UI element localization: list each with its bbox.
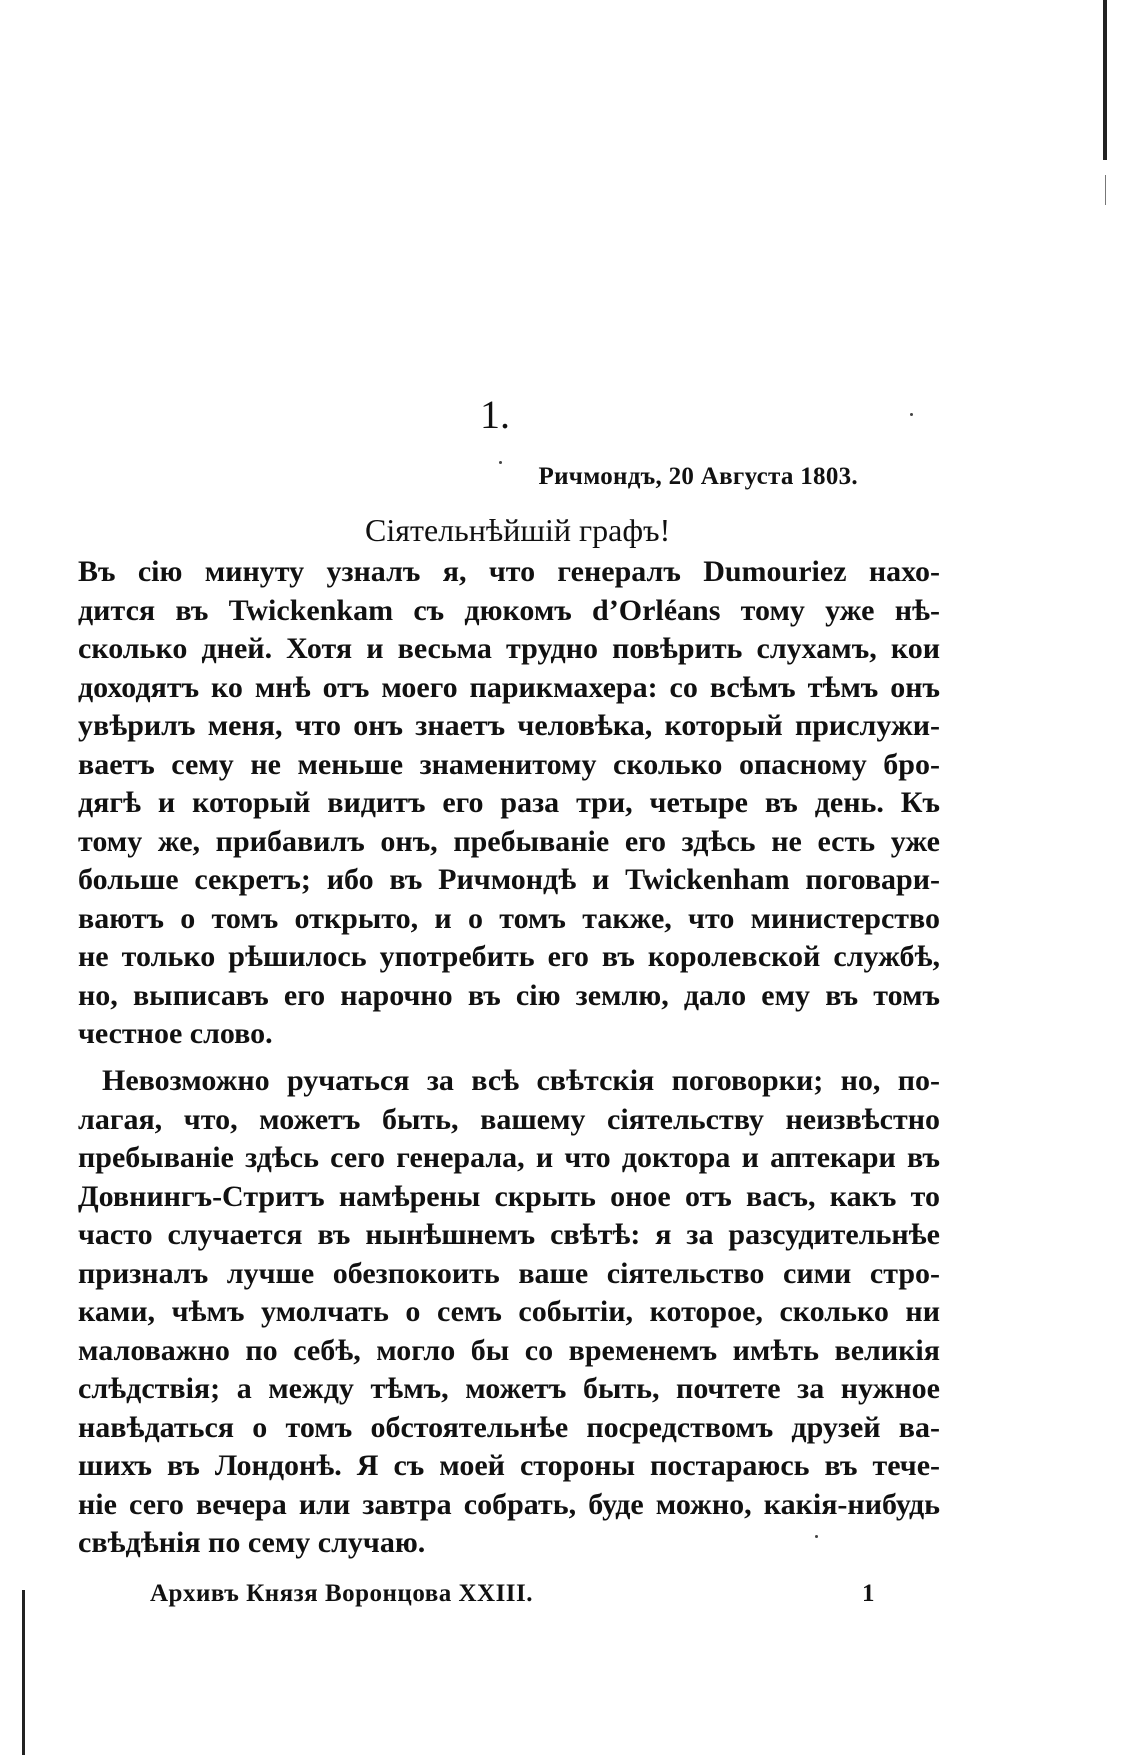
text-line: ваютъ о томъ открыто, и о томъ также, что министерство [78,901,940,935]
text-line: маловажно по себѣ, могло бы со временемъ имѣть великія [78,1333,940,1367]
text-line: ніе сего вечера или завтра собрать, буде можно, какія-нибудь [78,1487,940,1521]
text-line: доходятъ ко мнѣ отъ моего парикмахера: со всѣмъ тѣмъ онъ [78,670,940,704]
text-line: шихъ въ Лондонѣ. Я съ моей стороны постараюсь въ тече- [78,1449,940,1482]
text-line: не только рѣшилось употребить его въ королевской службѣ, [78,940,940,973]
text-line: слѣдствія; а между тѣмъ, можетъ быть, почтете за нужное [78,1372,940,1405]
paragraph-2 [78,1062,940,1563]
scan-speck [499,461,502,464]
text-line: часто случается въ нынѣшнемъ свѣтѣ: я за разсудительнѣе [78,1218,940,1251]
text-line: навѣдаться о томъ обстоятельнѣе посредствомъ друзей ва- [78,1410,940,1444]
text-line: ваетъ сему не меньше знаменитому сколько опасному бро- [78,747,940,781]
salutation: Сіятельнѣйшій графъ! [365,512,671,548]
text-line: Довнингъ-Стритъ намѣрены скрыть оное отъ васъ, какъ то [78,1179,940,1213]
document-number: 1. [480,392,510,437]
text-line: дягѣ и который видитъ его раза три, четыре въ день. Къ [78,786,940,819]
text-line: Невозможно ручаться за всѣ свѣтскія поговорки; но, по- [102,1064,940,1097]
text-line: Въ сію минуту узналъ я, что генералъ Dumouriez нахо- [78,555,940,588]
text-line: лагая, что, можетъ быть, вашему сіятельству неизвѣстно [78,1102,940,1136]
text-line: ками, чѣмъ умолчать о семъ событіи, которое, сколько ни [78,1295,940,1328]
text-line: пребываніе здѣсь сего генерала, и что доктора и аптекари въ [78,1141,940,1174]
text-line: дится въ Twickenkam съ дюкомъ d’Orléans тому уже нѣ- [78,593,940,627]
scan-edge-mark [22,1590,25,1755]
text-line: но, выписавъ его нарочно въ сію землю, дало ему въ томъ [78,978,940,1012]
footer-sheet-number: 1 [862,1580,875,1607]
footer-source: Архивъ Князя Воронцова XXIII. [150,1580,534,1607]
text-line: сколько дней. Хотя и весьма трудно повѣрить слухамъ, кои [78,632,940,665]
scan-edge-mark [1103,0,1107,160]
paragraph-1 [78,553,940,1054]
text-line: свѣдѣнія по сему случаю. [78,1526,426,1559]
dateline: Ричмондъ, 20 Августа 1803. [538,463,858,490]
text-line: увѣрилъ меня, что онъ знаетъ человѣка, который прислужи- [78,709,940,742]
text-line: больше секретъ; ибо въ Ричмондѣ и Twickenham поговари- [78,863,940,896]
text-line: тому же, прибавилъ онъ, пребываніе его здѣсь не есть уже [78,824,940,858]
text-line: призналъ лучше обезпокоить ваше сіятельство сими стро- [78,1256,940,1290]
scan-speck [910,413,913,416]
scan-edge-mark [1105,175,1106,205]
text-line: честное слово. [78,1017,273,1050]
